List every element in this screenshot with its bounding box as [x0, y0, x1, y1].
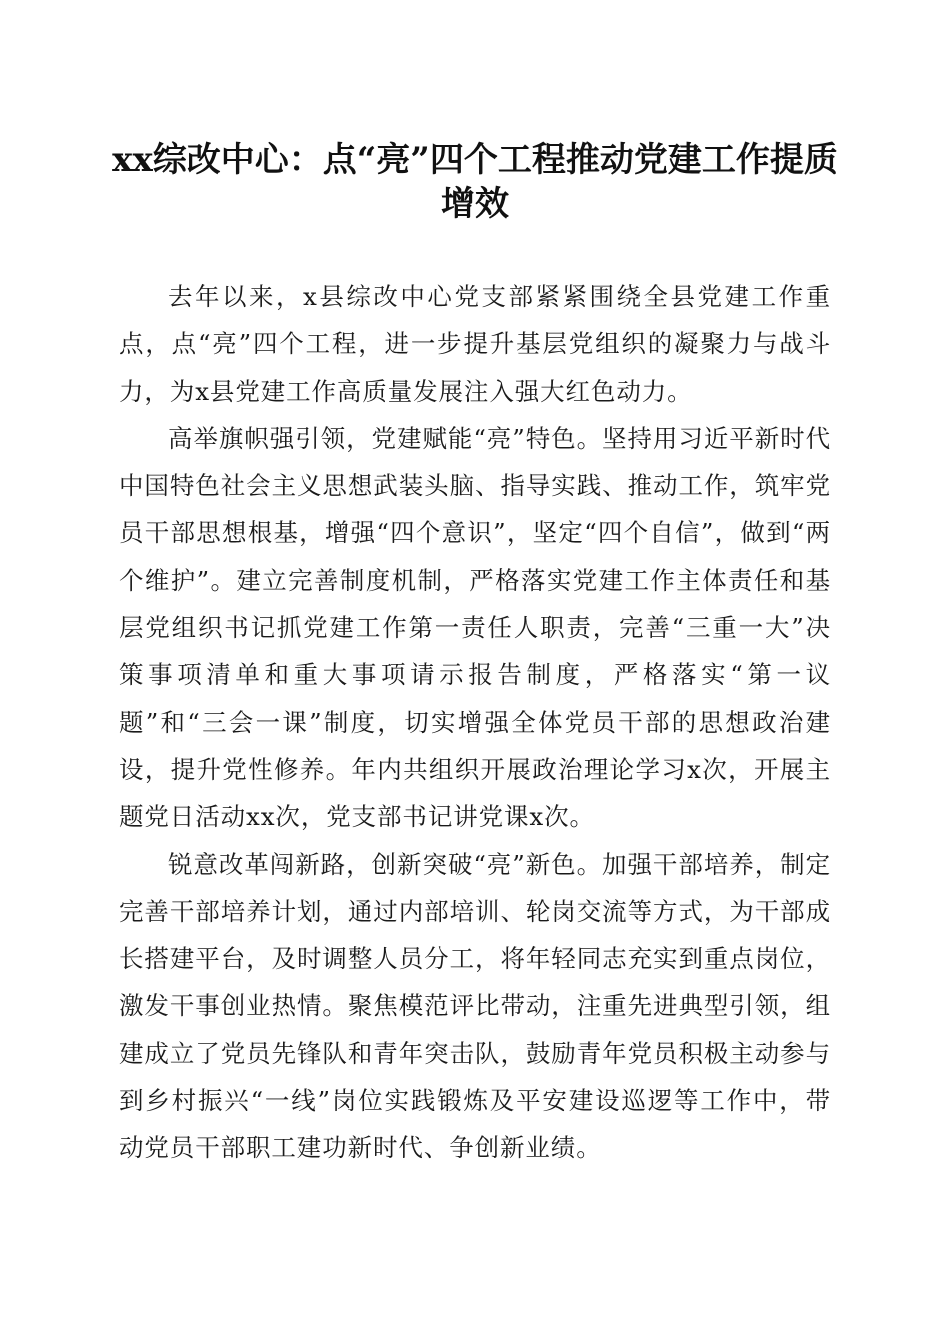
paragraph-banner-leadership: 高举旗帜强引领，党建赋能“亮”特色。坚持用习近平新时代中国特色社会主义思想武装头脑、指导实践、推动工作，筑牢党员干部思想根基，增强“四个意识”，坚定“四个自信”，做到“两个维护”。建立完善制度机制，严格落实党建工作主体责任和基层党组织书记抓党建工作第一责任人职责，完善“三重一大”决策事项清单和重大事项请示报告制度，严格落实“第一议题”和“三会一课”制度，切实增强全体党员干部的思想政治建设，提升党性修养。年内共组织开展政治理论学习x次，开展主题党日活动xx次，党支部书记讲党课x次。 — [119, 423, 831, 832]
document-title: xx综改中心：点“亮”四个工程推动党建工作提质增效 — [112, 140, 838, 224]
paragraph-reform-innovation: 锐意改革闯新路，创新突破“亮”新色。加强干部培养，制定完善干部培养计划，通过内部培训、轮岗交流等方式，为干部成长搭建平台，及时调整人员分工，将年轻同志充实到重点岗位，激发干事创业热情。聚焦模范评比带动，注重先进典型引领，组建成立了党员先锋队和青年突击队，鼓励青年党员积极主动参与到乡村振兴“一线”岗位实践锻炼及平安建设巡逻等工作中，带动党员干部职工建功新时代、争创新业绩。 — [119, 849, 831, 1163]
paragraph-intro: 去年以来，x县综改中心党支部紧紧围绕全县党建工作重点，点“亮”四个工程，进一步提升基层党组织的凝聚力与战斗力，为x县党建工作高质量发展注入强大红色动力。 — [119, 282, 831, 406]
document-body — [119, 273, 831, 1172]
